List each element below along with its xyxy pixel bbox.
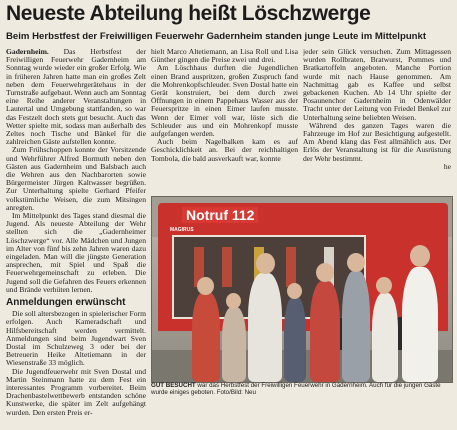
photo-person [284,297,306,382]
paragraph: Im Mittelpunkt des Tages stand diesmal die Jugend. Als neueste Abteilung der Wehr stellten sich die „Gadernheimer Löschzwerge“ vor. Alle Mädchen und Jungen im Alter von fünf bis zehn Jahren waren dazu eingeladen. Man will die jüngste Generation ansprechen, mit Spiel und Spaß die Feuerwehrgemeinschaft zu erleben. Die Jugend soll die Gefahren des Feuers erkennen und Brände verhüten lernen. [6,211,146,294]
paragraph: hielt Marco Altetiemann, an Lisa Roll und Lisa Günther gingen die Preise zwei und drei. [151,48,298,65]
photo-person-head [316,263,334,282]
paragraph: Die soll altersbezogen in spielerischer Form erfolgen. Auch Kameradschaft und Hilfsbereitschaft werden vermittelt. Anmeldungen sind beim Jugendwart Sven Dostal im Schulzeweg 3 oder bei der Betreuerin Heike Altetiemann in der Wiesenstraße 33 möglich. [6,309,146,368]
photo-person-head [347,253,365,272]
subheadline: Beim Herbstfest der Freiwilligen Feuerwehr Gadernheim standen junge Leute im Mittelpunkt [6,31,427,42]
article-photo [151,196,453,383]
photo-person [402,267,438,382]
author-initials: he [443,161,451,171]
photo-person [342,271,370,382]
truck-brand-lettering: MAGIRUS [170,227,194,233]
caption-text: war das Herbstfest der Freiwilligen Feuerwehr in Gadernheim. Auch für die jungen Gäste wurde einiges geboten. [151,382,441,397]
photo-person-head [287,283,302,299]
photo-credit: Foto/Bild: Neu [216,389,256,397]
photo-person [192,292,220,382]
paragraph: Die Jugendfeuerwehr mit Sven Dostal und Martin Steinmann hatte zu dem Fest ein interessantes Programm vorbereitet. Beim Drachenbastelwettbewerb entstanden schöne Kunstwerke, die später im Zelt aufgehängt wurden. Den ersten Preis er- [6,366,146,417]
truck-sign: Notruf 112 [182,207,258,223]
article-column-2 [151,48,298,194]
paragraph: Zum Frühschoppen konnte der Vorsitzende und Wehrführer Alfred Bormuth neben den Gästen aus Gadernheim und Balsbach auch die Wehren aus den Nachbarorten sowie Bürgermeister Jürgen Kaltwasser begrüßen. Zur Unterhaltung spielte Gerhard Pfeifer volkstümliche Weisen, die zum Mitsingen anregten. [6,145,146,212]
paragraph: jeder sein Glück versuchen. Zum Mittagessen wurden Rollbraten, Bratwurst, Pommes und Bratkartoffeln angeboten. Manche Portion wurde mit nach Hause genommen. Am Nachmittag gab es Kaffee und selbst gebackenen Kuchen. Ab 14 Uhr spielte der Posaunenchor Gadernheim in Odenwälder Tracht unter der Leitung von Friedel Benkel zur Unterhaltung seine beliebten Weisen. [303,48,451,122]
photo-person-head [197,277,214,295]
dateline: Gadernheim. [6,48,49,56]
article-column-3 [303,48,451,194]
headline: Neueste Abteilung heißt Löschzwerge [6,2,371,25]
paragraph: Während des ganzen Tages waren die Fahrzeuge im Hof zur Besichtigung aufgestellt. Am Abend klang das Fest allmählich aus. Der Erlös der Veranstaltung ist für die Ausrüstung der Wehr bestimmt. [303,120,451,163]
photo-person [372,293,398,382]
photo-person [222,307,246,382]
photo-person-head [256,253,275,274]
photo-person-head [376,277,392,294]
photo-person [248,273,282,382]
photo-person-head [226,293,241,309]
paragraph-text: Das Herbstfest der Freiwilligen Feuerwehr Gadernheim am Sonntag wurde wieder ein großer Erfolg. Wie in früheren Jahren hatte man ein großes Zelt neben dem Feuerwehrgerätehaus in der Turnstraße aufgebaut. Wenn auch am Sonntag eine Reihe anderer Veranstaltungen in Lautertal und Umgebung stattfanden, so war das Festzelt doch stets gut besucht. Auch das Wetter spielte mit, sodass man außerhalb des Zeltes noch Tische und Bänkel für die zahlreichen Gäste aufstellen konnte. [6,48,146,147]
paragraph: Am Löschhaus durften die Jugendlichen einen Brand auspritzen, großen Zuspruch fand die Mohrenkopfschleuder. Sven Dostal hatte ein Gerät konstruiert, bei dem durch zwei Öffnungen in einem Pappehaus Wasser aus der Feuerspritze in einen Eimer laufen musste. Wenn der Eimer voll war, löste sich die Schleuder aus und ein Mohrenkopf musste aufgefangen werden. [151,63,298,139]
caption-lead: GUT BESUCHT [151,382,196,389]
article-column-1 [6,48,146,426]
photo-caption [151,382,451,397]
paragraph: Auch beim Nagelbalken kam es auf Geschicklichkeit an. Bei der reichhaltigen Tombola, die bald ausverkauft war, konnte [151,137,298,163]
photo-person [310,281,340,382]
photo-person-head [410,245,430,267]
paragraph [6,48,146,146]
section-heading: Anmeldungen erwünscht [6,297,126,309]
